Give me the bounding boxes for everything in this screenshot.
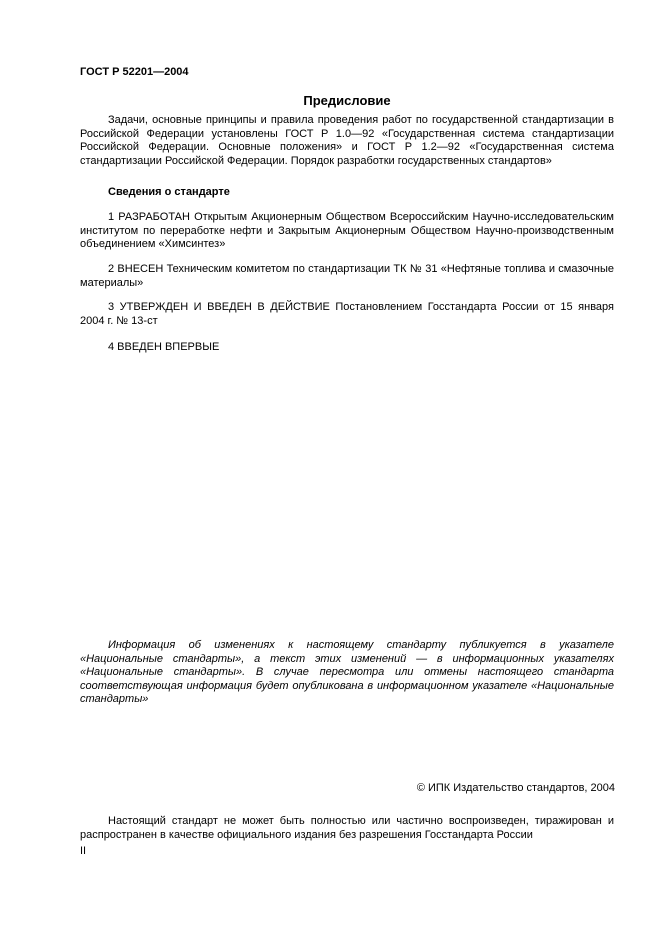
document-code: ГОСТ Р 52201—2004 xyxy=(80,66,189,78)
standard-info-item-3: 3 УТВЕРЖДЕН И ВВЕДЕН В ДЕЙСТВИЕ Постановлением Госстандарта России от 15 января 2004 г. № 13-ст xyxy=(80,301,614,327)
preface-title: Предисловие xyxy=(303,93,391,108)
copyright: © ИПК Издательство стандартов, 2004 xyxy=(416,782,615,794)
page-number: II xyxy=(80,845,87,857)
reproduction-notice: Настоящий стандарт не может быть полностью или частично воспроизведен, тиражирован и распространен в качестве официального издания без разрешения Госстандарта России xyxy=(80,815,614,841)
preface-intro: Задачи, основные принципы и правила проведения работ по государственной стандартизации в Российской Федерации установлены ГОСТ Р 1.0—92 «Государственная система стандартизации Российской Федерации. Основные положения» и ГОСТ Р 1.2—92 «Государственная система стандартизации Российской Федерации. Порядок разработки государственных стандартов» xyxy=(80,114,614,167)
standard-info-item-2: 2 ВНЕСЕН Техническим комитетом по стандартизации ТК № 31 «Нефтяные топлива и смазочные материалы» xyxy=(80,263,614,289)
changes-notice: Информация об изменениях к настоящему стандарту публикуется в указателе «Национальные стандарты», а текст этих изменений — в информационных указателях «Национальные стандарты». В случае пересмотра или отмены настоящего стандарта соответствующая информация будет опубликована в информационном указателе «Национальные стандарты» xyxy=(80,639,614,705)
standard-info-item-1: 1 РАЗРАБОТАН Открытым Акционерным Обществом Всероссийским Научно-исследовательским институтом по переработке нефти и Закрытым Акционерным Обществом Научно-производственным объединением «Химсинтез» xyxy=(80,211,614,250)
standard-info-item-4: 4 ВВЕДЕН ВПЕРВЫЕ xyxy=(108,341,220,353)
standard-info-heading: Сведения о стандарте xyxy=(108,186,230,198)
